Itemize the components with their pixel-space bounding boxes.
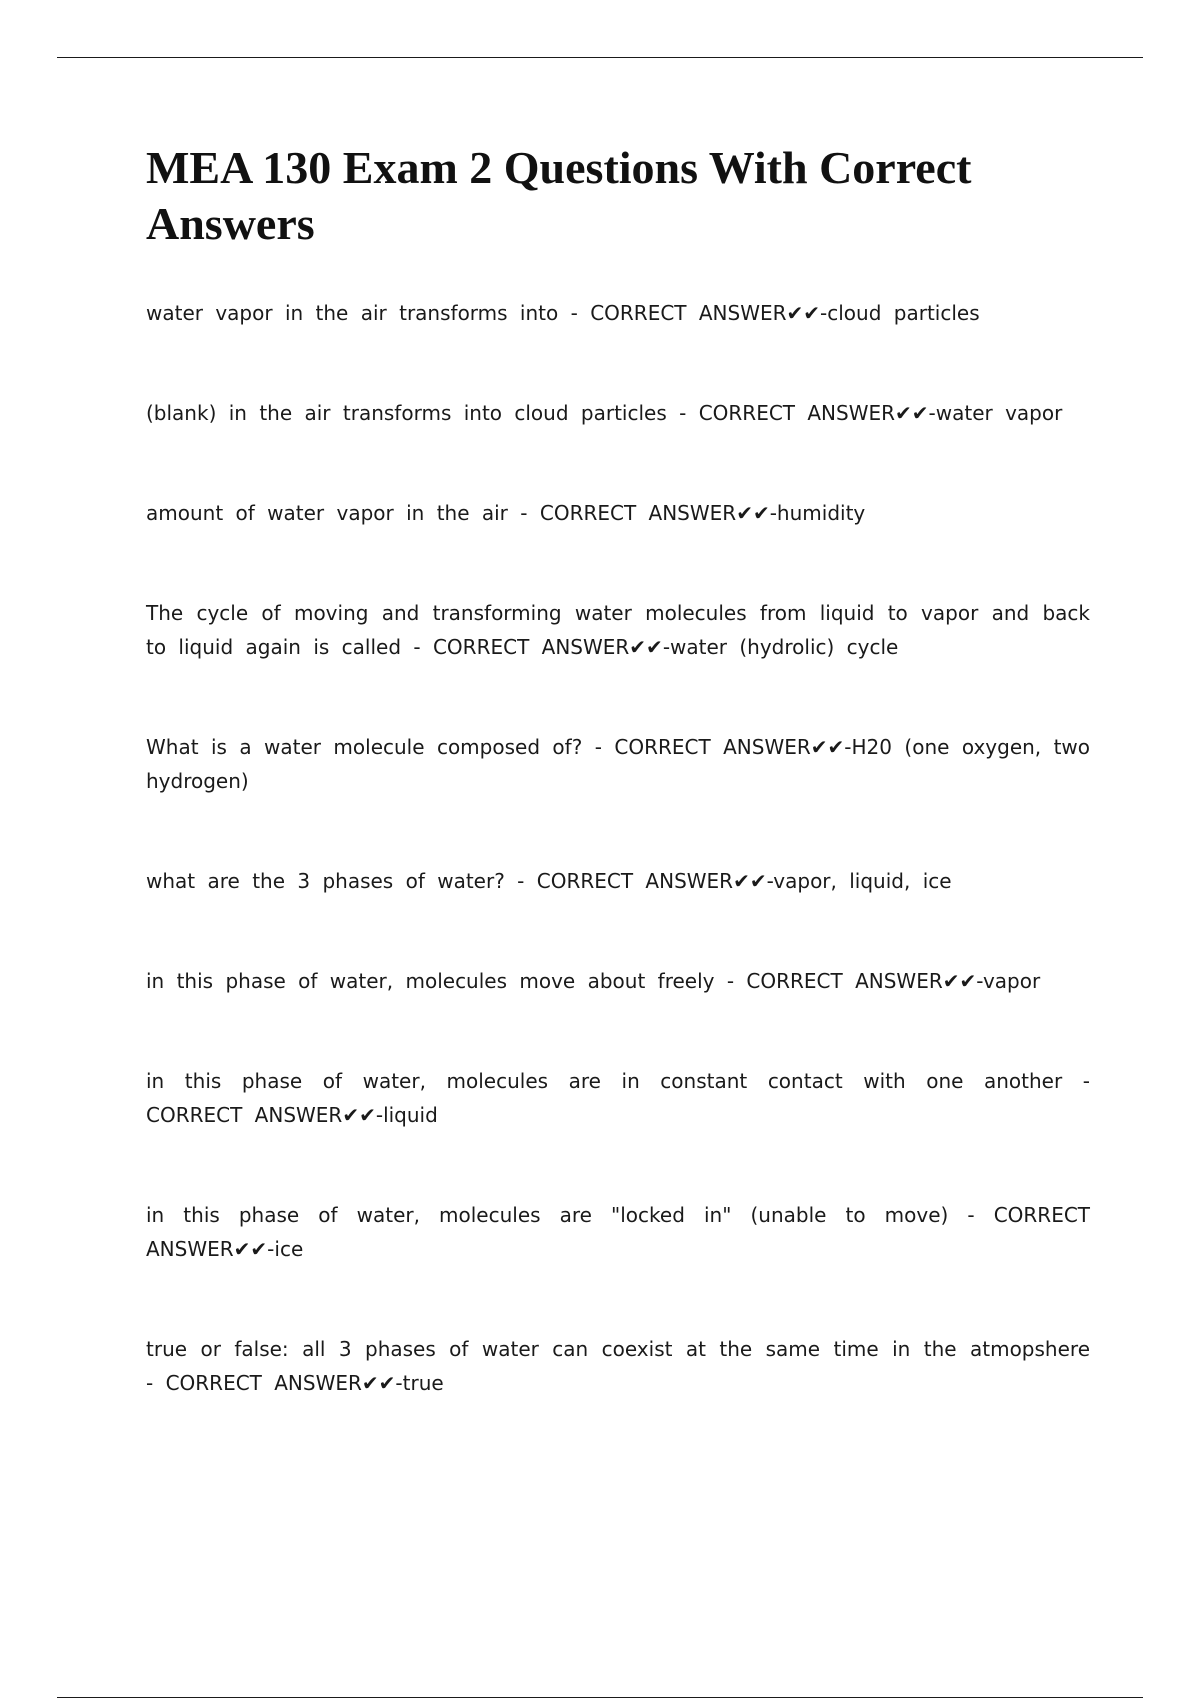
- qa-item: [146, 730, 1090, 798]
- qa-answer-label: CORRECT ANSWER: [590, 301, 787, 325]
- qa-answer-label: CORRECT ANSWER: [432, 635, 630, 659]
- qa-question: (blank) in the air transforms into cloud particles: [146, 401, 667, 425]
- qa-separator: -: [507, 501, 540, 525]
- qa-answer: H20 (one oxygen, two hydrogen): [146, 735, 1091, 793]
- qa-question: what are the 3 phases of water?: [146, 869, 505, 893]
- qa-answer: ice: [274, 1237, 304, 1261]
- qa-answer-label: CORRECT ANSWER: [165, 1371, 362, 1395]
- qa-item: [146, 864, 1090, 898]
- qa-dash: -: [928, 401, 936, 425]
- qa-answer: water (hydrolic) cycle: [670, 635, 899, 659]
- qa-answer-label: CORRECT ANSWER: [746, 969, 943, 993]
- check-icon: ✔✔: [233, 1237, 268, 1261]
- qa-item: [146, 396, 1090, 430]
- qa-separator: -: [504, 869, 537, 893]
- qa-dash: -: [820, 301, 828, 325]
- check-icon: ✔✔: [342, 1103, 376, 1127]
- qa-item: [146, 1198, 1090, 1266]
- qa-answer-label: CORRECT ANSWER: [539, 501, 737, 525]
- qa-separator: -: [582, 735, 615, 759]
- qa-question: amount of water vapor in the air: [146, 501, 508, 525]
- check-icon: ✔✔: [733, 869, 767, 893]
- qa-question: water vapor in the air transforms into: [146, 301, 559, 325]
- qa-answer-label: CORRECT ANSWER: [146, 1103, 343, 1127]
- qa-question: What is a water molecule composed of?: [146, 735, 583, 759]
- document-page: [146, 140, 1090, 1466]
- qa-item: [146, 296, 1090, 330]
- check-icon: ✔✔: [736, 501, 770, 525]
- qa-question: true or false: all 3 phases of water can coexist at the same time in the atmopshere: [146, 1337, 1090, 1361]
- qa-dash: -: [976, 969, 983, 993]
- qa-question: in this phase of water, molecules are "locked in" (unable to move): [146, 1203, 949, 1227]
- check-icon: ✔✔: [629, 635, 663, 659]
- qa-dash: -: [766, 869, 774, 893]
- qa-separator: -: [714, 969, 747, 993]
- check-icon: ✔✔: [786, 301, 821, 325]
- qa-answer: vapor: [982, 969, 1041, 993]
- qa-answer-label: CORRECT ANSWER: [614, 735, 811, 759]
- qa-answer: cloud particles: [827, 301, 980, 325]
- qa-question: in this phase of water, molecules move about freely: [146, 969, 715, 993]
- qa-item: [146, 1064, 1090, 1132]
- qa-answer-label: CORRECT ANSWER: [146, 1203, 1091, 1261]
- qa-dash: -: [769, 501, 777, 525]
- footer-rule: [57, 1697, 1143, 1698]
- qa-answer: vapor, liquid, ice: [773, 869, 952, 893]
- qa-item: [146, 596, 1090, 664]
- qa-separator: -: [401, 635, 433, 659]
- qa-separator: -: [666, 401, 699, 425]
- qa-separator: -: [146, 1371, 166, 1395]
- check-icon: ✔✔: [361, 1371, 396, 1395]
- qa-dash: -: [267, 1237, 275, 1261]
- qa-dash: -: [844, 735, 852, 759]
- qa-list: [146, 296, 1090, 1400]
- qa-item: [146, 496, 1090, 530]
- qa-dash: -: [395, 1371, 403, 1395]
- qa-answer: true: [402, 1371, 444, 1395]
- document-title: MEA 130 Exam 2 Questions With Correct Answers: [146, 142, 972, 249]
- check-icon: ✔✔: [895, 401, 929, 425]
- qa-question: in this phase of water, molecules are in constant contact with one another: [146, 1069, 1063, 1093]
- check-icon: ✔✔: [810, 735, 845, 759]
- qa-answer-label: CORRECT ANSWER: [536, 869, 734, 893]
- qa-separator: -: [558, 301, 591, 325]
- check-icon: ✔✔: [942, 969, 977, 993]
- header-rule: [57, 57, 1143, 58]
- qa-separator: -: [948, 1203, 994, 1227]
- qa-dash: -: [375, 1103, 384, 1127]
- qa-question: The cycle of moving and transforming water molecules from liquid to vapor and back to liquid again is called: [146, 601, 1090, 659]
- qa-separator: -: [1062, 1069, 1090, 1093]
- qa-answer: humidity: [776, 501, 866, 525]
- qa-dash: -: [662, 635, 671, 659]
- qa-item: [146, 1332, 1090, 1400]
- qa-answer: water vapor: [935, 401, 1063, 425]
- qa-answer-label: CORRECT ANSWER: [698, 401, 896, 425]
- qa-item: [146, 964, 1090, 998]
- qa-answer: liquid: [383, 1103, 438, 1127]
